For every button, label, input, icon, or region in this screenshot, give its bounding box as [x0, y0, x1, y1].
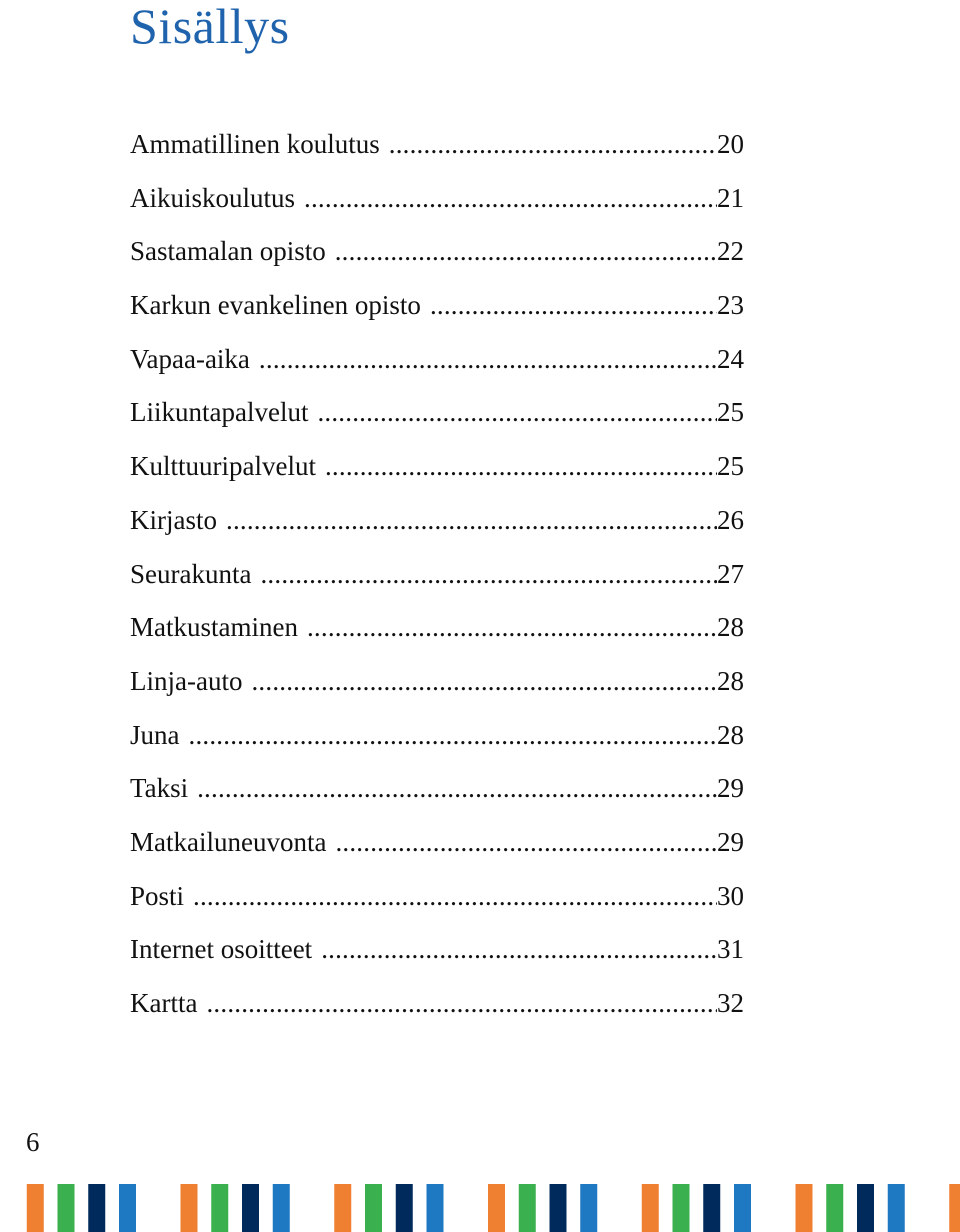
- toc-dot-leader: [304, 174, 717, 222]
- toc-entry: [130, 872, 744, 926]
- stripe-bar: [58, 1184, 75, 1232]
- stripe-bar: [949, 1184, 960, 1232]
- toc-entry-page: 28: [717, 665, 744, 696]
- decorative-stripe-band: [0, 1184, 960, 1232]
- toc-dot-leader: [335, 818, 717, 866]
- toc-dot-leader: [251, 657, 717, 705]
- stripe-bar: [457, 1184, 474, 1232]
- stripe-bar: [796, 1184, 813, 1232]
- stripe-bar: [642, 1184, 659, 1232]
- toc-entry-page: 20: [717, 129, 744, 159]
- toc-entry: [130, 818, 744, 872]
- toc-entry-label: Posti: [130, 880, 185, 911]
- stripe-bar: [673, 1184, 690, 1232]
- toc-entry-label: Sastamalan opisto: [130, 236, 326, 267]
- stripe-bar: [365, 1184, 382, 1232]
- toc-entry-page: 29: [717, 826, 744, 857]
- stripe-bar: [211, 1184, 228, 1232]
- toc-entry-label: Karkun evankelinen opisto: [130, 290, 421, 321]
- toc-entry-label: Ammatillinen koulutus: [130, 129, 380, 159]
- table-of-contents: [130, 120, 744, 1033]
- toc-dot-leader: [189, 711, 718, 759]
- stripe-bar: [888, 1184, 905, 1232]
- toc-entry-label: Kartta: [130, 988, 198, 1018]
- toc-dot-leader: [389, 120, 717, 168]
- toc-entry-label: Matkailuneuvonta: [130, 826, 327, 857]
- stripe-bar: [857, 1184, 874, 1232]
- toc-dot-leader: [260, 550, 717, 598]
- toc-entry: [130, 550, 744, 604]
- toc-entry: [130, 925, 744, 979]
- toc-entry-page: 23: [717, 290, 744, 321]
- toc-entry-label: Matkustaminen: [130, 612, 298, 643]
- toc-entry: [130, 496, 744, 550]
- toc-entry-page: 32: [717, 988, 744, 1018]
- stripe-bar: [919, 1184, 936, 1232]
- toc-entry-page: 28: [717, 612, 744, 643]
- toc-entry: [130, 388, 744, 442]
- toc-dot-leader: [317, 388, 717, 436]
- toc-entry-page: 30: [717, 880, 744, 911]
- toc-entry: [130, 603, 744, 657]
- toc-entry: [130, 227, 744, 281]
- toc-entry-label: Kirjasto: [130, 504, 217, 535]
- toc-entry-label: Seurakunta: [130, 558, 252, 589]
- stripe-bar: [304, 1184, 321, 1232]
- stripe-bar: [396, 1184, 413, 1232]
- stripe-bar: [734, 1184, 751, 1232]
- toc-entry-page: 24: [717, 343, 744, 374]
- toc-entry-page: 29: [717, 773, 744, 804]
- toc-entry-page: 27: [717, 558, 744, 589]
- toc-dot-leader: [321, 925, 717, 973]
- toc-dot-leader: [193, 872, 717, 920]
- toc-entry-page: 31: [717, 934, 744, 965]
- stripe-bar: [519, 1184, 536, 1232]
- stripe-bar: [580, 1184, 597, 1232]
- stripe-bar: [242, 1184, 259, 1232]
- toc-entry: [130, 174, 744, 228]
- toc-entry: [130, 281, 744, 335]
- toc-dot-leader: [430, 281, 717, 329]
- toc-entry-label: Juna: [130, 719, 180, 750]
- toc-dot-leader: [197, 764, 717, 812]
- toc-entry: [130, 442, 744, 496]
- stripe-bar: [181, 1184, 198, 1232]
- toc-entry-label: Vapaa-aika: [130, 343, 250, 374]
- toc-dot-leader: [206, 979, 717, 1027]
- toc-entry-page: 26: [717, 504, 744, 535]
- toc-dot-leader: [335, 227, 717, 275]
- toc-entry-page: 28: [717, 719, 744, 750]
- stripe-bar: [334, 1184, 351, 1232]
- stripe-bar: [611, 1184, 628, 1232]
- toc-entry-label: Taksi: [130, 773, 189, 804]
- toc-dot-leader: [226, 496, 717, 544]
- page-number: 6: [26, 1127, 40, 1157]
- stripe-bar: [27, 1184, 44, 1232]
- stripe-bar: [826, 1184, 843, 1232]
- toc-entry: [130, 711, 744, 765]
- stripe-bar: [0, 1184, 13, 1232]
- toc-entry-page: 25: [717, 397, 744, 428]
- toc-dot-leader: [325, 442, 717, 490]
- toc-entry: [130, 335, 744, 389]
- toc-entry: [130, 764, 744, 818]
- stripe-bar: [273, 1184, 290, 1232]
- toc-dot-leader: [259, 335, 717, 383]
- toc-entry-page: 22: [717, 236, 744, 267]
- toc-entry: [130, 979, 744, 1033]
- page-title: Sisällys: [130, 0, 290, 54]
- stripe-bar: [765, 1184, 782, 1232]
- stripe-bar: [150, 1184, 167, 1232]
- stripe-bar: [703, 1184, 720, 1232]
- toc-entry: [130, 120, 744, 174]
- stripe-bar: [119, 1184, 136, 1232]
- toc-dot-leader: [307, 603, 717, 651]
- toc-entry-page: 21: [717, 182, 744, 213]
- toc-entry-page: 25: [717, 451, 744, 482]
- toc-entry-label: Linja-auto: [130, 665, 243, 696]
- stripe-bar: [88, 1184, 105, 1232]
- toc-entry-label: Internet osoitteet: [130, 934, 313, 965]
- stripe-bar: [550, 1184, 567, 1232]
- toc-entry-label: Aikuiskoulutus: [130, 182, 296, 213]
- toc-entry-label: Liikuntapalvelut: [130, 397, 309, 428]
- toc-entry: [130, 657, 744, 711]
- toc-entry-label: Kulttuuripalvelut: [130, 451, 316, 482]
- stripe-bar: [427, 1184, 444, 1232]
- stripe-bar: [488, 1184, 505, 1232]
